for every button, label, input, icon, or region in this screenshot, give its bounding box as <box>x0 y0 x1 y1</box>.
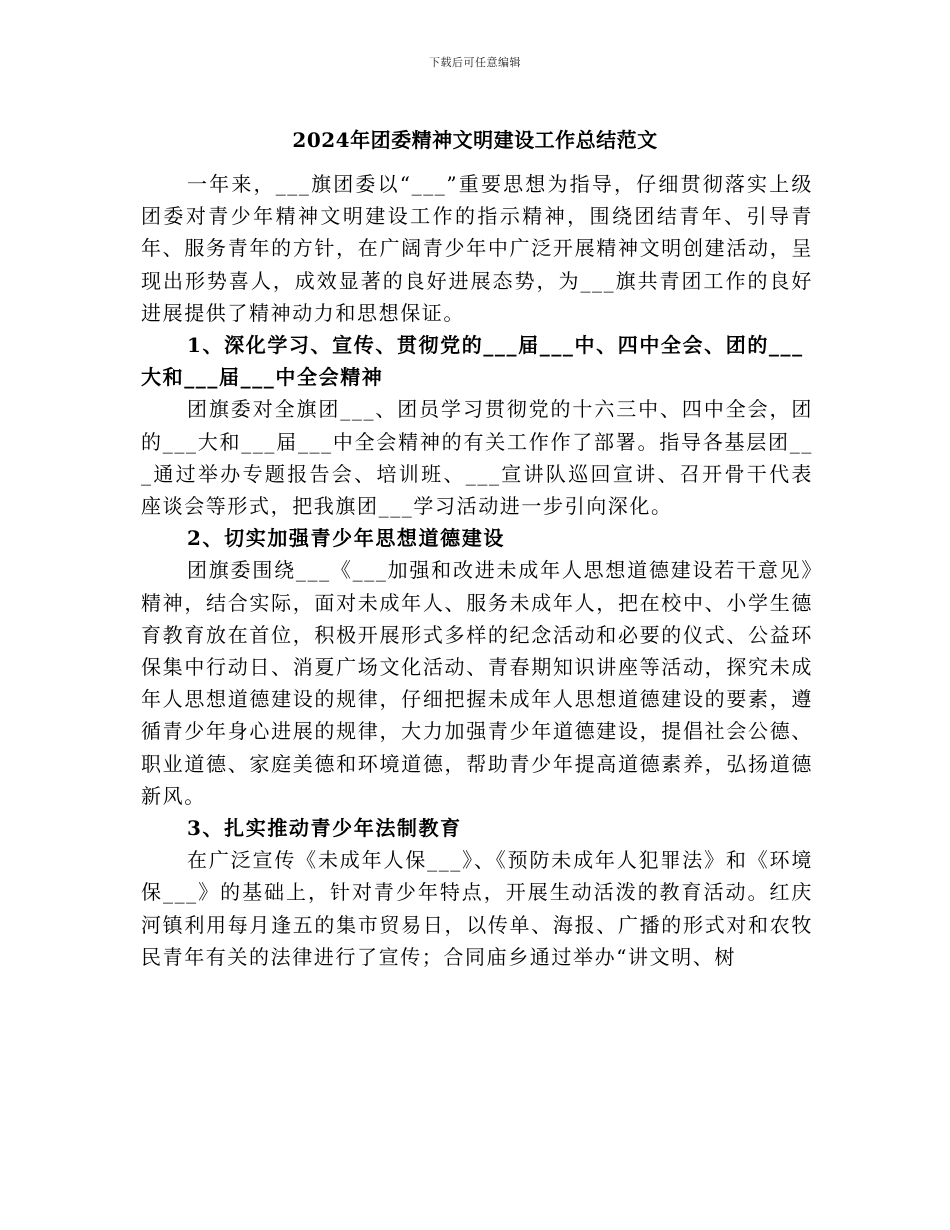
section-2-body: 团旗委围绕___《___加强和改进未成年人思想道德建设若干意见》精神，结合实际，面对未成年人、服务未成年人，把在校中、小学生德育教育放在首位，积极开展形式多样的纪念活动和必要的仪式、公益环保集中行动日、消夏广场文化活动、青春期知识讲座等活动，探究未成年人思想道德建设的规律，仔细把握未成年人思想道德建设的要素，遵循青少年身心进展的规律，大力加强青少年道德建设，提倡社会公德、职业道德、家庭美德和环境道德，帮助青少年提高道德素养，弘扬道德新风。 <box>141 558 813 808</box>
header-note: 下载后可任意编辑 <box>429 56 521 69</box>
section-3-heading: 3、扎实推动青少年法制教育 <box>187 816 462 841</box>
intro-paragraph: 一年来，___旗团委以“___”重要思想为指导，仔细贯彻落实上级团委对青少年精神文明建设工作的指示精神，围绕团结青年、引导青年、服务青年的方针，在广阔青少年中广泛开展精神文明创建活动，呈现出形势喜人，成效显著的良好进展态势，为___旗共青团工作的良好进展提供了精神动力和思想保证。 <box>141 172 813 325</box>
section-3-body: 在广泛宣传《未成年人保___》、《预防未成年人犯罪法》和《环境保___》的基础上，针对青少年特点，开展生动活泼的教育活动。红庆河镇利用每月逢五的集市贸易日，以传单、海报、广播的形式对和农牧民青年有关的法律进行了宣传；合同庙乡通过举办“讲文明、树 <box>141 848 813 969</box>
section-1-body: 团旗委对全旗团___、团员学习贯彻党的十六三中、四中全会，团的___大和___届___中全会精神的有关工作作了部署。指导各基层团___通过举办专题报告会、培训班、___宣讲队巡回宣讲、召开骨干代表座谈会等形式，把我旗团___学习活动进一步引向深化。 <box>141 397 813 519</box>
section-2-heading: 2、切实加强青少年思想道德建设 <box>187 526 505 551</box>
document-title: 2024年团委精神文明建设工作总结范文 <box>292 128 658 152</box>
section-1-heading: 1、深化学习、宣传、贯彻党的___届___中、四中全会、团的___大和___届___中全会精神 <box>141 333 804 390</box>
document-body <box>141 168 813 973</box>
